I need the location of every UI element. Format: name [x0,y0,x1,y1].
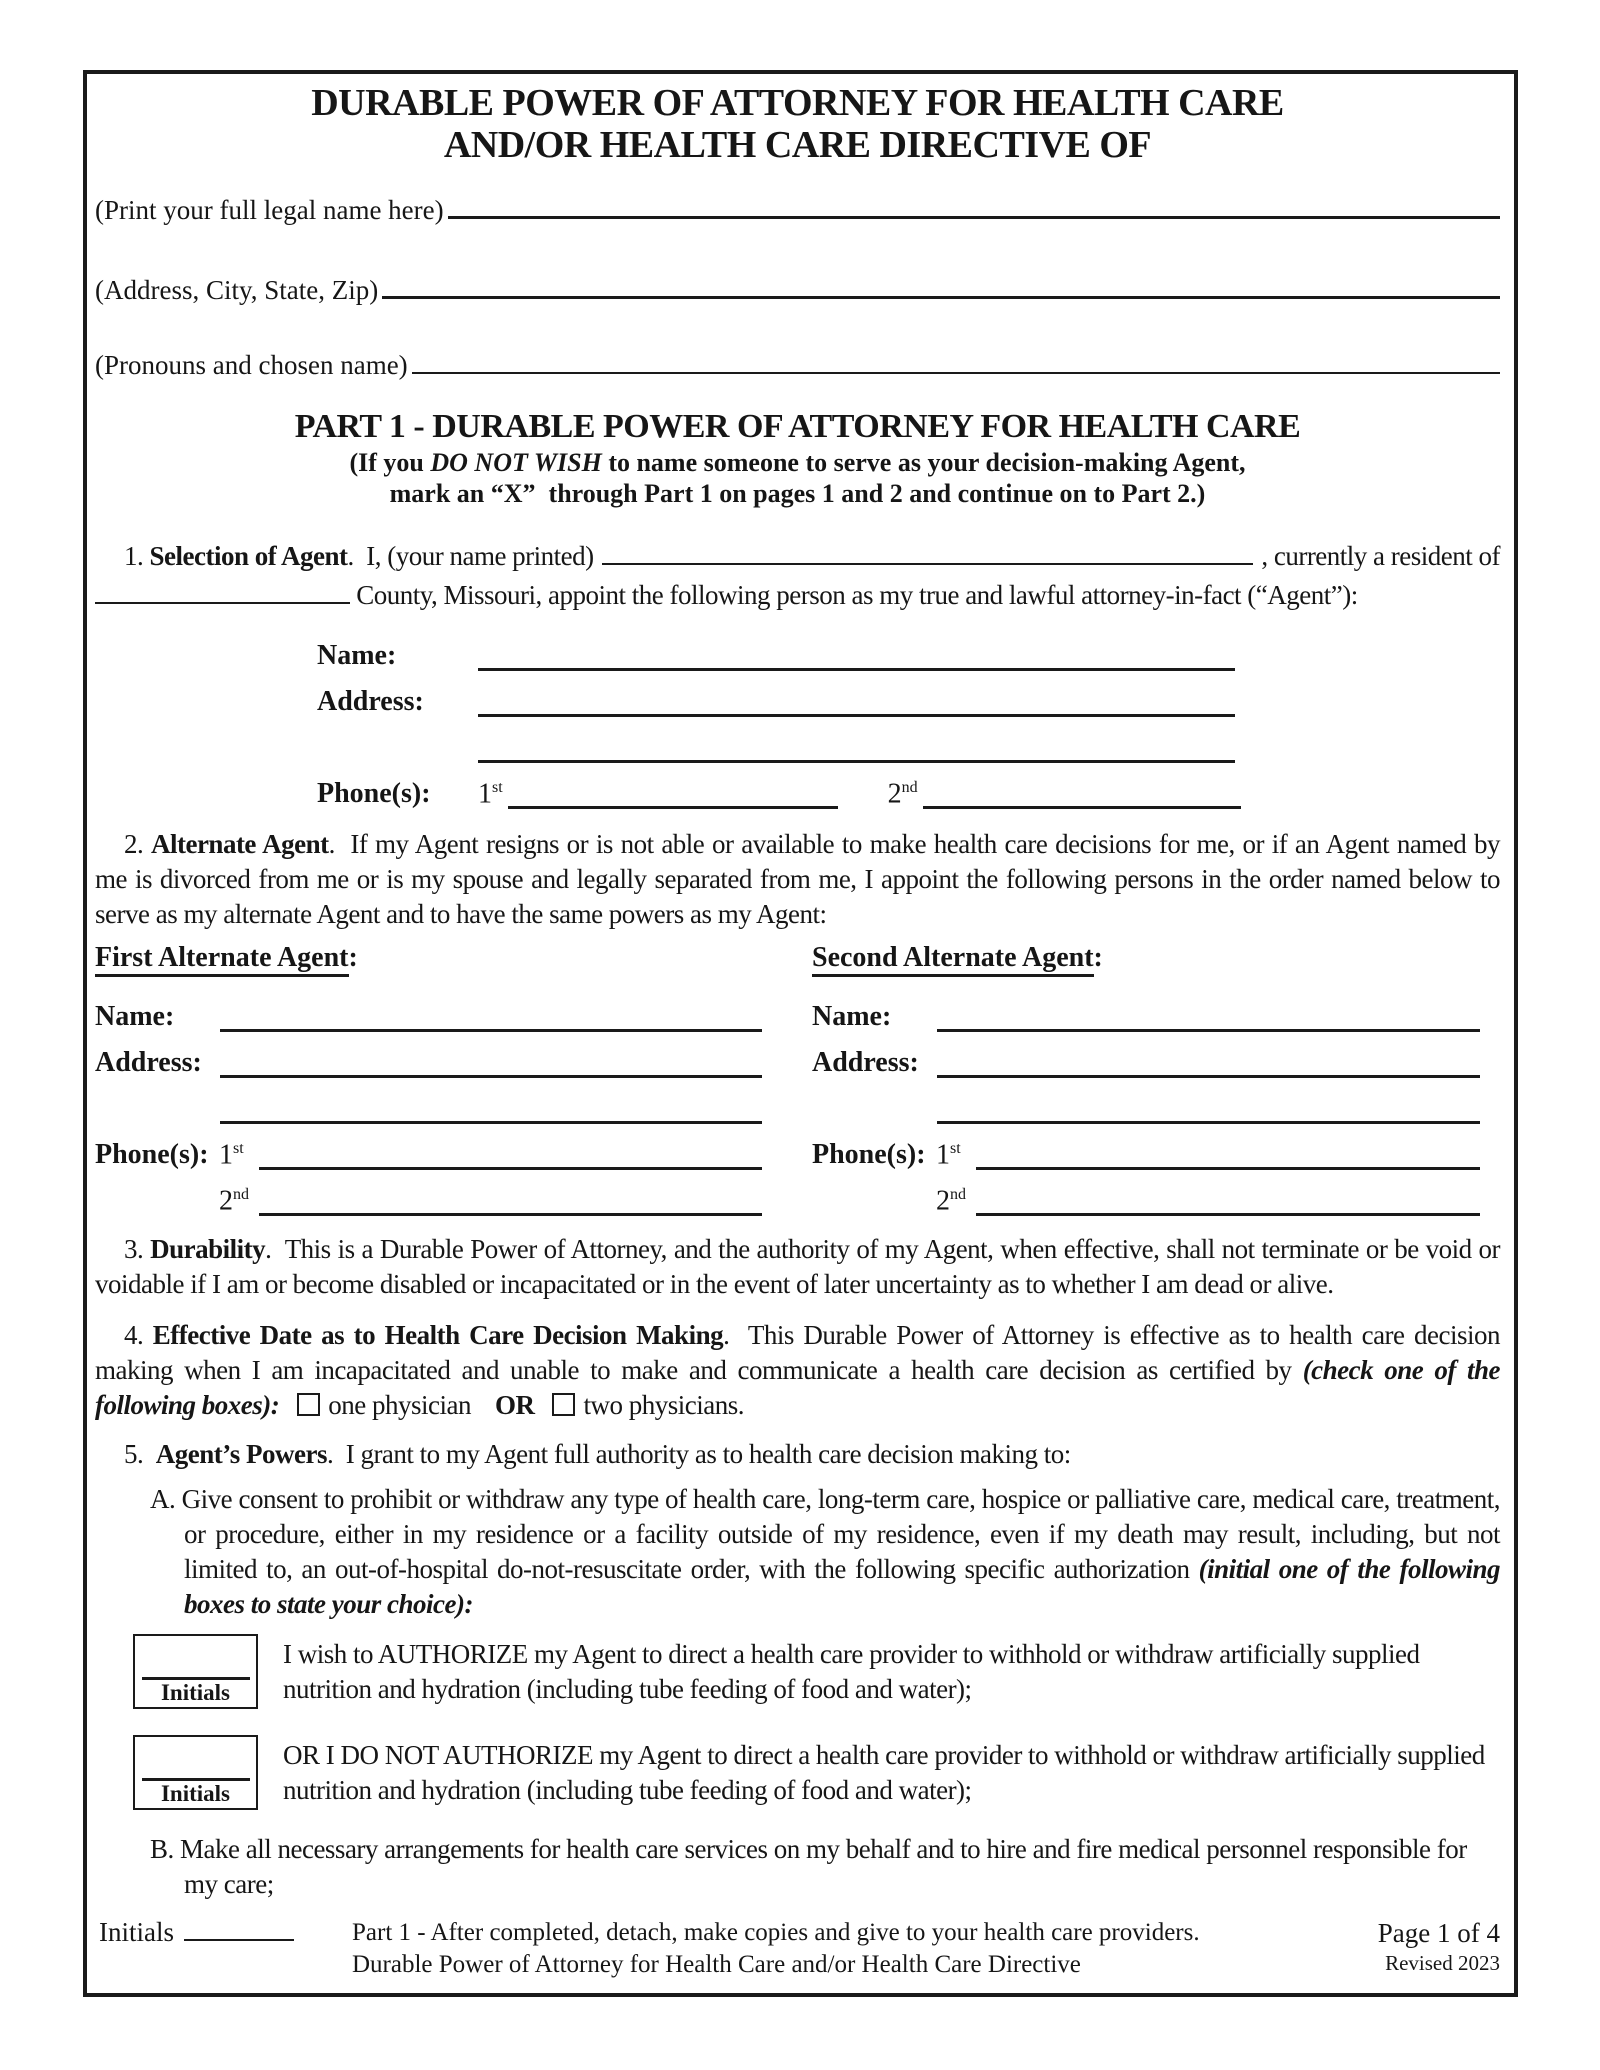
first-alt-address-line2[interactable] [220,1113,762,1124]
address-line[interactable] [382,266,1500,299]
form-page [83,70,1518,1997]
section4-heading: Effective Date as to Health Care Decision Making [152,1320,724,1350]
document-title-line2: AND/OR HEALTH CARE DIRECTIVE OF [443,124,1152,166]
part1-subtitle-line2: mark an “X” through Part 1 on pages 1 and 2 and continue on to Part 2.) [389,479,1206,508]
agent-phone1-line[interactable] [508,798,838,809]
authorize-row [133,1634,1500,1709]
second-alt-phone2-line[interactable] [976,1205,1480,1216]
authorize-initials-box[interactable] [133,1634,258,1709]
or-label: OR [494,1390,535,1420]
footer-initials-line[interactable] [184,1919,294,1941]
agent-phones-row [317,763,1500,809]
second-alt-phone1-row: Phone(s): 1st [812,1124,1480,1170]
two-physicians-checkbox[interactable] [552,1393,575,1416]
second-phone-ordinal: 2nd [887,778,918,809]
first-alternate-header: First Alternate Agent: [95,942,762,986]
footer-initials: Initials [99,1917,294,1948]
initials-write-line[interactable] [142,1677,250,1707]
principal-name-line[interactable] [602,537,1254,565]
part1-heading: PART 1 - DURABLE POWER OF ATTORNEY FOR HEALTH CARE [294,408,1301,445]
second-alt-phone2-row [812,1170,1480,1216]
pronouns-label: (Pronouns and chosen name) [95,350,408,380]
legal-name-row [95,186,1500,226]
county-line[interactable] [95,582,350,604]
agent-address2-row [317,717,1500,763]
section4-number: 4. [124,1320,153,1350]
address-label: (Address, City, State, Zip) [95,275,379,305]
initials-label: Initials [160,1680,231,1705]
agent-address-line2[interactable] [478,752,1235,763]
section2-heading: Alternate Agent [150,829,329,859]
section3-heading: Durability [150,1234,266,1264]
footer-center [352,1917,1200,1981]
first-alternate-column [95,942,762,1216]
not-authorize-initials-box[interactable] [133,1735,258,1810]
agent-address-label: Address: [317,686,424,717]
section1-line1: 1. Selection of Agent. I, (your name printed) , currently a resident of [95,537,1500,574]
second-alternate-header: Second Alternate Agent: [812,942,1480,986]
initial-boxes-instruction: (initial one of the following boxes to state your choice): [184,1554,1500,1619]
section5-heading-line: 5. Agent’s Powers. I grant to my Agent full authority as to health care decision making to: [124,1439,1071,1469]
second-alt-address-line[interactable] [937,1067,1480,1078]
second-alt-address2-row [812,1078,1480,1124]
two-physicians-label: two physicians. [583,1390,744,1420]
agent-name-label: Name: [317,640,397,671]
first-alt-phone2-row [95,1170,762,1216]
section3-number: 3. [124,1234,151,1264]
item-a-letter: A. [150,1484,182,1514]
section1-line2: County, Missouri, appoint the following person as my true and lawful attorney-in-fact (“Agent”): [95,578,1500,613]
section1-heading: Selection of Agent [149,541,348,571]
second-alt-phone1-line[interactable] [976,1159,1480,1170]
second-alt-name-line[interactable] [937,1021,1480,1032]
agent-address-row [317,671,1500,717]
section5-number: 5. [124,1439,156,1469]
first-phone-ordinal: 1st [936,1139,961,1170]
authorize-text: I wish to AUTHORIZE my Agent to direct a health care provider to withhold or withdraw artificially supplied nutrition and hydration (including tube feeding of food and water); [283,1639,1420,1704]
legal-name-label: (Print your full legal name here) [95,195,444,225]
do-not-wish-emphasis: DO NOT WISH [430,448,602,477]
agent-name-line[interactable] [478,660,1235,671]
agent-phones-label: Phone(s): [317,778,431,809]
item-b-letter: B. [150,1834,181,1864]
one-physician-label: one physician [328,1390,471,1420]
check-boxes-instruction: (check one of the following boxes): [95,1355,1501,1420]
first-alt-name-row: Name: [95,986,762,1032]
initials-write-line[interactable] [142,1778,250,1808]
one-physician-checkbox[interactable] [297,1393,320,1416]
section4-paragraph: 4. Effective Date as to Health Care Decision Making. This Durable Power of Attorney is effective as to health care decision making when I am incapacitated and unable to make and communicate a health care decision as certified by (check one of the following boxes): one physician OR two physicians. [95,1320,1501,1420]
first-alt-phone2-line[interactable] [259,1205,762,1216]
section5-heading: Agent’s Powers [155,1439,327,1469]
section2-number: 2. [124,829,151,859]
not-authorize-row [133,1735,1500,1810]
section2-paragraph: 2. Alternate Agent. If my Agent resigns or is not able or available to make health care decisions for me, or if an Agent named by me is divorced from me or is my spouse and legally separated from me, I appoint the following persons in the order named below to serve as my alternate Agent and to have the same powers as my Agent: [95,829,1501,929]
revision-date: Revised 2023 [1385,1951,1500,1975]
not-authorize-text: OR I DO NOT AUTHORIZE my Agent to direct a health care provider to withhold or withdraw artificially supplied nutrition and hydration (including tube feeding of food and water); [283,1740,1485,1805]
first-phone-ordinal: 1st [478,778,503,809]
agent-phone2-line[interactable] [923,798,1241,809]
first-alt-address-row: Address: [95,1032,762,1078]
part1-subtitle-line1: (If you DO NOT WISH to name someone to serve as your decision-making Agent, [349,448,1246,477]
first-alt-phone1-line[interactable] [259,1159,762,1170]
second-alt-name-row: Name: [812,986,1480,1032]
item-a-paragraph: A. Give consent to prohibit or withdraw any type of health care, long-term care, hospice or palliative care, medical care, treatment, or procedure, either in my residence or a facility outside of my residence, even if my death may result, including, but not limited to, an out-of-hospital do-not-resuscitate order, with the following specific authorization (initial one of the following boxes to state your choice): [150,1484,1501,1619]
initials-label: Initials [160,1781,231,1806]
legal-name-line[interactable] [448,186,1500,219]
first-phone-ordinal: 1st [219,1139,244,1170]
page-footer [95,1917,1500,1981]
agent-address-line[interactable] [478,706,1235,717]
first-alt-address2-row [95,1078,762,1124]
second-alt-address-line2[interactable] [937,1113,1480,1124]
first-alt-phone1-row: Phone(s): 1st [95,1124,762,1170]
footer-right [1378,1917,1500,1977]
address-row [95,266,1500,306]
pronouns-row [95,342,1500,381]
second-alt-address-row: Address: [812,1032,1480,1078]
pronouns-line[interactable] [412,342,1500,374]
section3-paragraph: 3. Durability. This is a Durable Power of Attorney, and the authority of my Agent, when effective, shall not terminate or be void or voidable if I am or become disabled or incapacitated or in the event of later uncertainty as to whether I am dead or alive. [95,1234,1500,1299]
document-title-line1: DURABLE POWER OF ATTORNEY FOR HEALTH CARE [311,82,1284,124]
first-alt-address-line[interactable] [220,1067,762,1078]
document-title [95,82,1500,166]
second-alternate-column [812,942,1480,1216]
footer-instruction: Part 1 - After completed, detach, make copies and give to your health care providers. [352,1919,1200,1946]
footer-document-name: Durable Power of Attorney for Health Care and/or Health Care Directive [352,1951,1081,1978]
item-b-paragraph: B. Make all necessary arrangements for health care services on my behalf and to hire and fire medical personnel responsible for my care; [150,1834,1467,1899]
agent-name-row [317,625,1500,671]
section1-number: 1. [124,541,150,571]
page-number: Page 1 of 4 [1377,1918,1500,1948]
second-phone-ordinal: 2nd [936,1185,966,1216]
alternate-agents [95,942,1500,1216]
agent-form [95,625,1500,809]
first-alt-name-line[interactable] [220,1021,762,1032]
second-phone-ordinal: 2nd [219,1185,249,1216]
